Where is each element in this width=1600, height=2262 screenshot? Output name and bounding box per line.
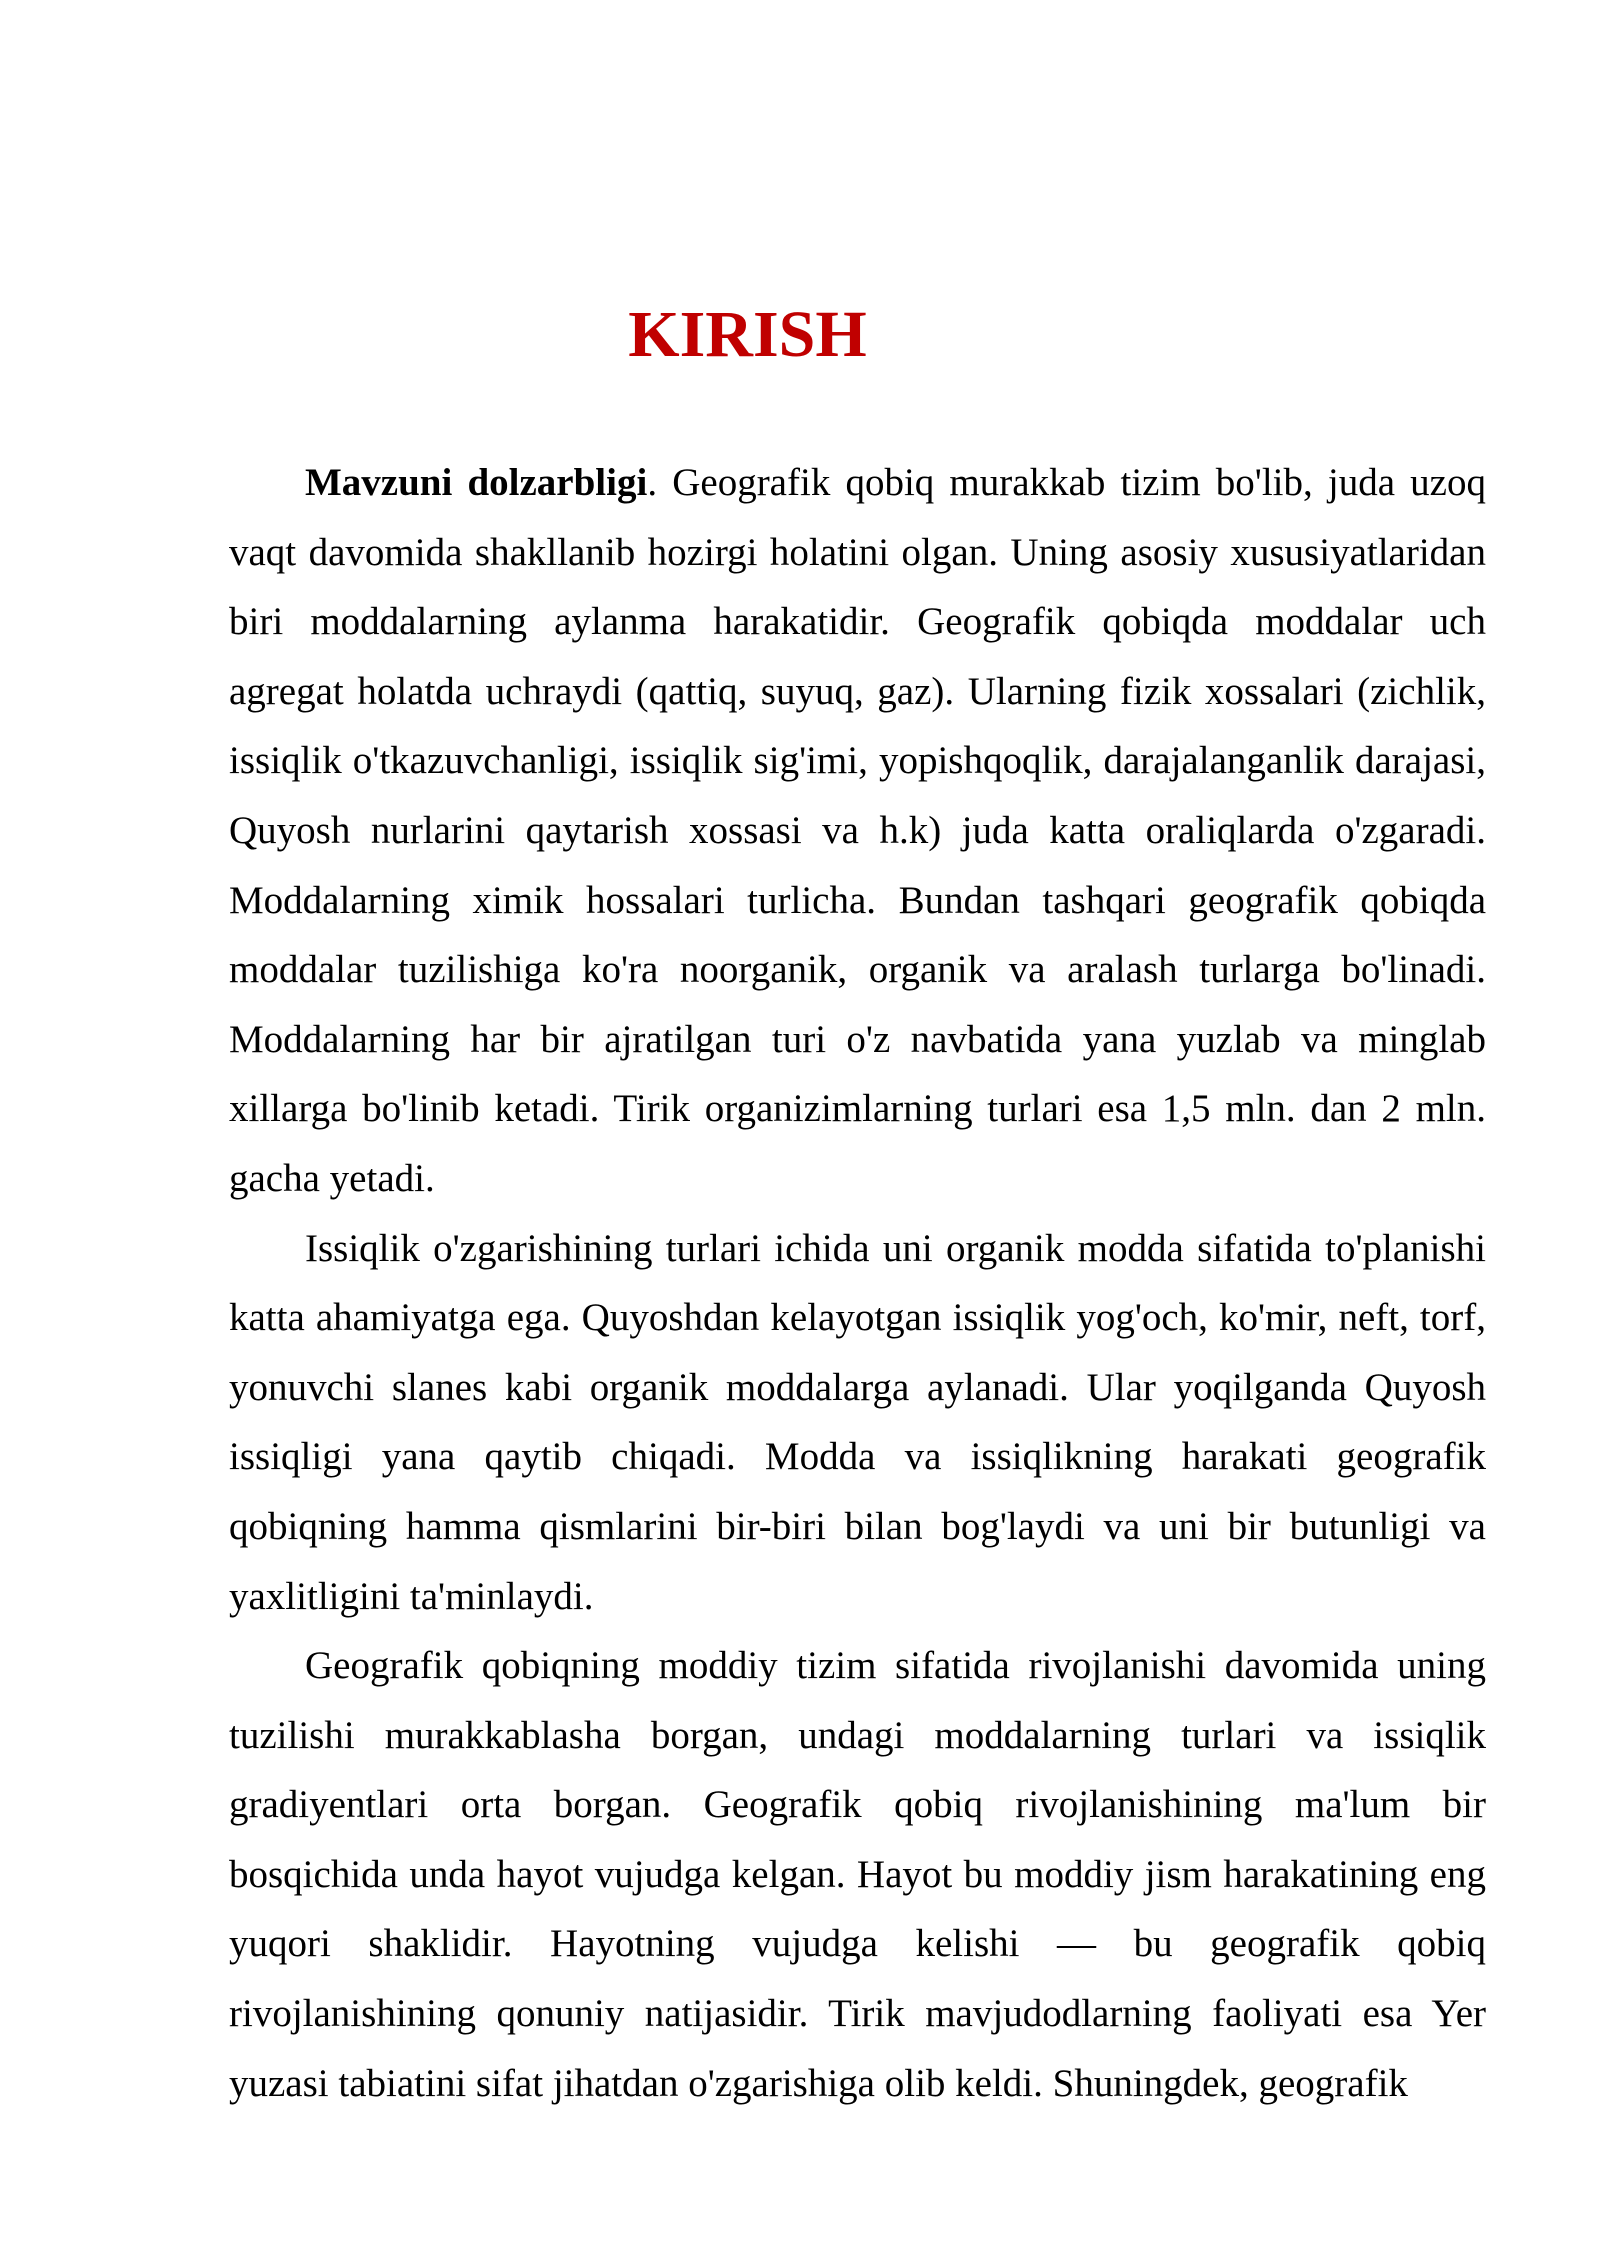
paragraph-1-lead: Mavzuni dolzarbligi	[305, 461, 648, 504]
paragraph-1-text: . Geografik qobiq murakkab tizim bo'lib, juda uzoq vaqt davomida shakllanib hozirgi holatini olgan. Uning asosiy xususiyatlaridan biri moddalarning aylanma harakatidir. Geografik qobiqda moddalar uch agregat holatda uchraydi (qattiq, suyuq, gaz). Ularning fizik xossalari (zichlik, issiqlik o'tkazuvchanligi, issiqlik sig'imi, yopishqoqlik, darajalanganlik darajasi, Quyosh nurlarini qaytarish xossasi va h.k) juda katta oraliqlarda o'zgaradi. Moddalarning ximik hossalari turlicha. Bundan tashqari geografik qobiqda moddalar tuzilishiga ko'ra noorganik, organik va aralash turlarga bo'linadi. Moddalarning har bir ajratilgan turi o'z navbatida yana yuzlab va minglab xillarga bo'linib ketadi. Tirik organizimlarning turlari esa 1,5 mln. dan 2 mln. gacha yetadi.	[229, 461, 1486, 1200]
paragraph-3: Geografik qobiqning moddiy tizim sifatida rivojlanishi davomida uning tuzilishi murakkablasha borgan, undagi moddalarning turlari va issiqlik gradiyentlari orta borgan. Geografik qobiq rivojlanishining ma'lum bir bosqichida unda hayot vujudga kelgan. Hayot bu moddiy jism harakatining eng yuqori shaklidir. Hayotning vujudga kelishi — bu geografik qobiq rivojlanishining qonuniy natijasidir. Tirik mavjudodlarning faoliyati esa Yer yuzasi tabiatini sifat jihatdan o'zgarishiga olib keldi. Shuningdek, geografik	[229, 1644, 1486, 2105]
paragraph-2: Issiqlik o'zgarishining turlari ichida uni organik modda sifatida to'planishi katta ahamiyatga ega. Quyoshdan kelayotgan issiqlik yog'och, ko'mir, neft, torf, yonuvchi slanes kabi organik moddalarga aylanadi. Ular yoqilganda Quyosh issiqligi yana qaytib chiqadi. Modda va issiqlikning harakati geografik qobiqning hamma qismlarini bir-biri bilan bog'laydi va uni bir butunligi va yaxlitligini ta'minlaydi.	[229, 1226, 1486, 1618]
paragraph-1	[229, 448, 1486, 1214]
page-title: KIRISH	[628, 298, 867, 371]
body-text	[229, 448, 1486, 2118]
